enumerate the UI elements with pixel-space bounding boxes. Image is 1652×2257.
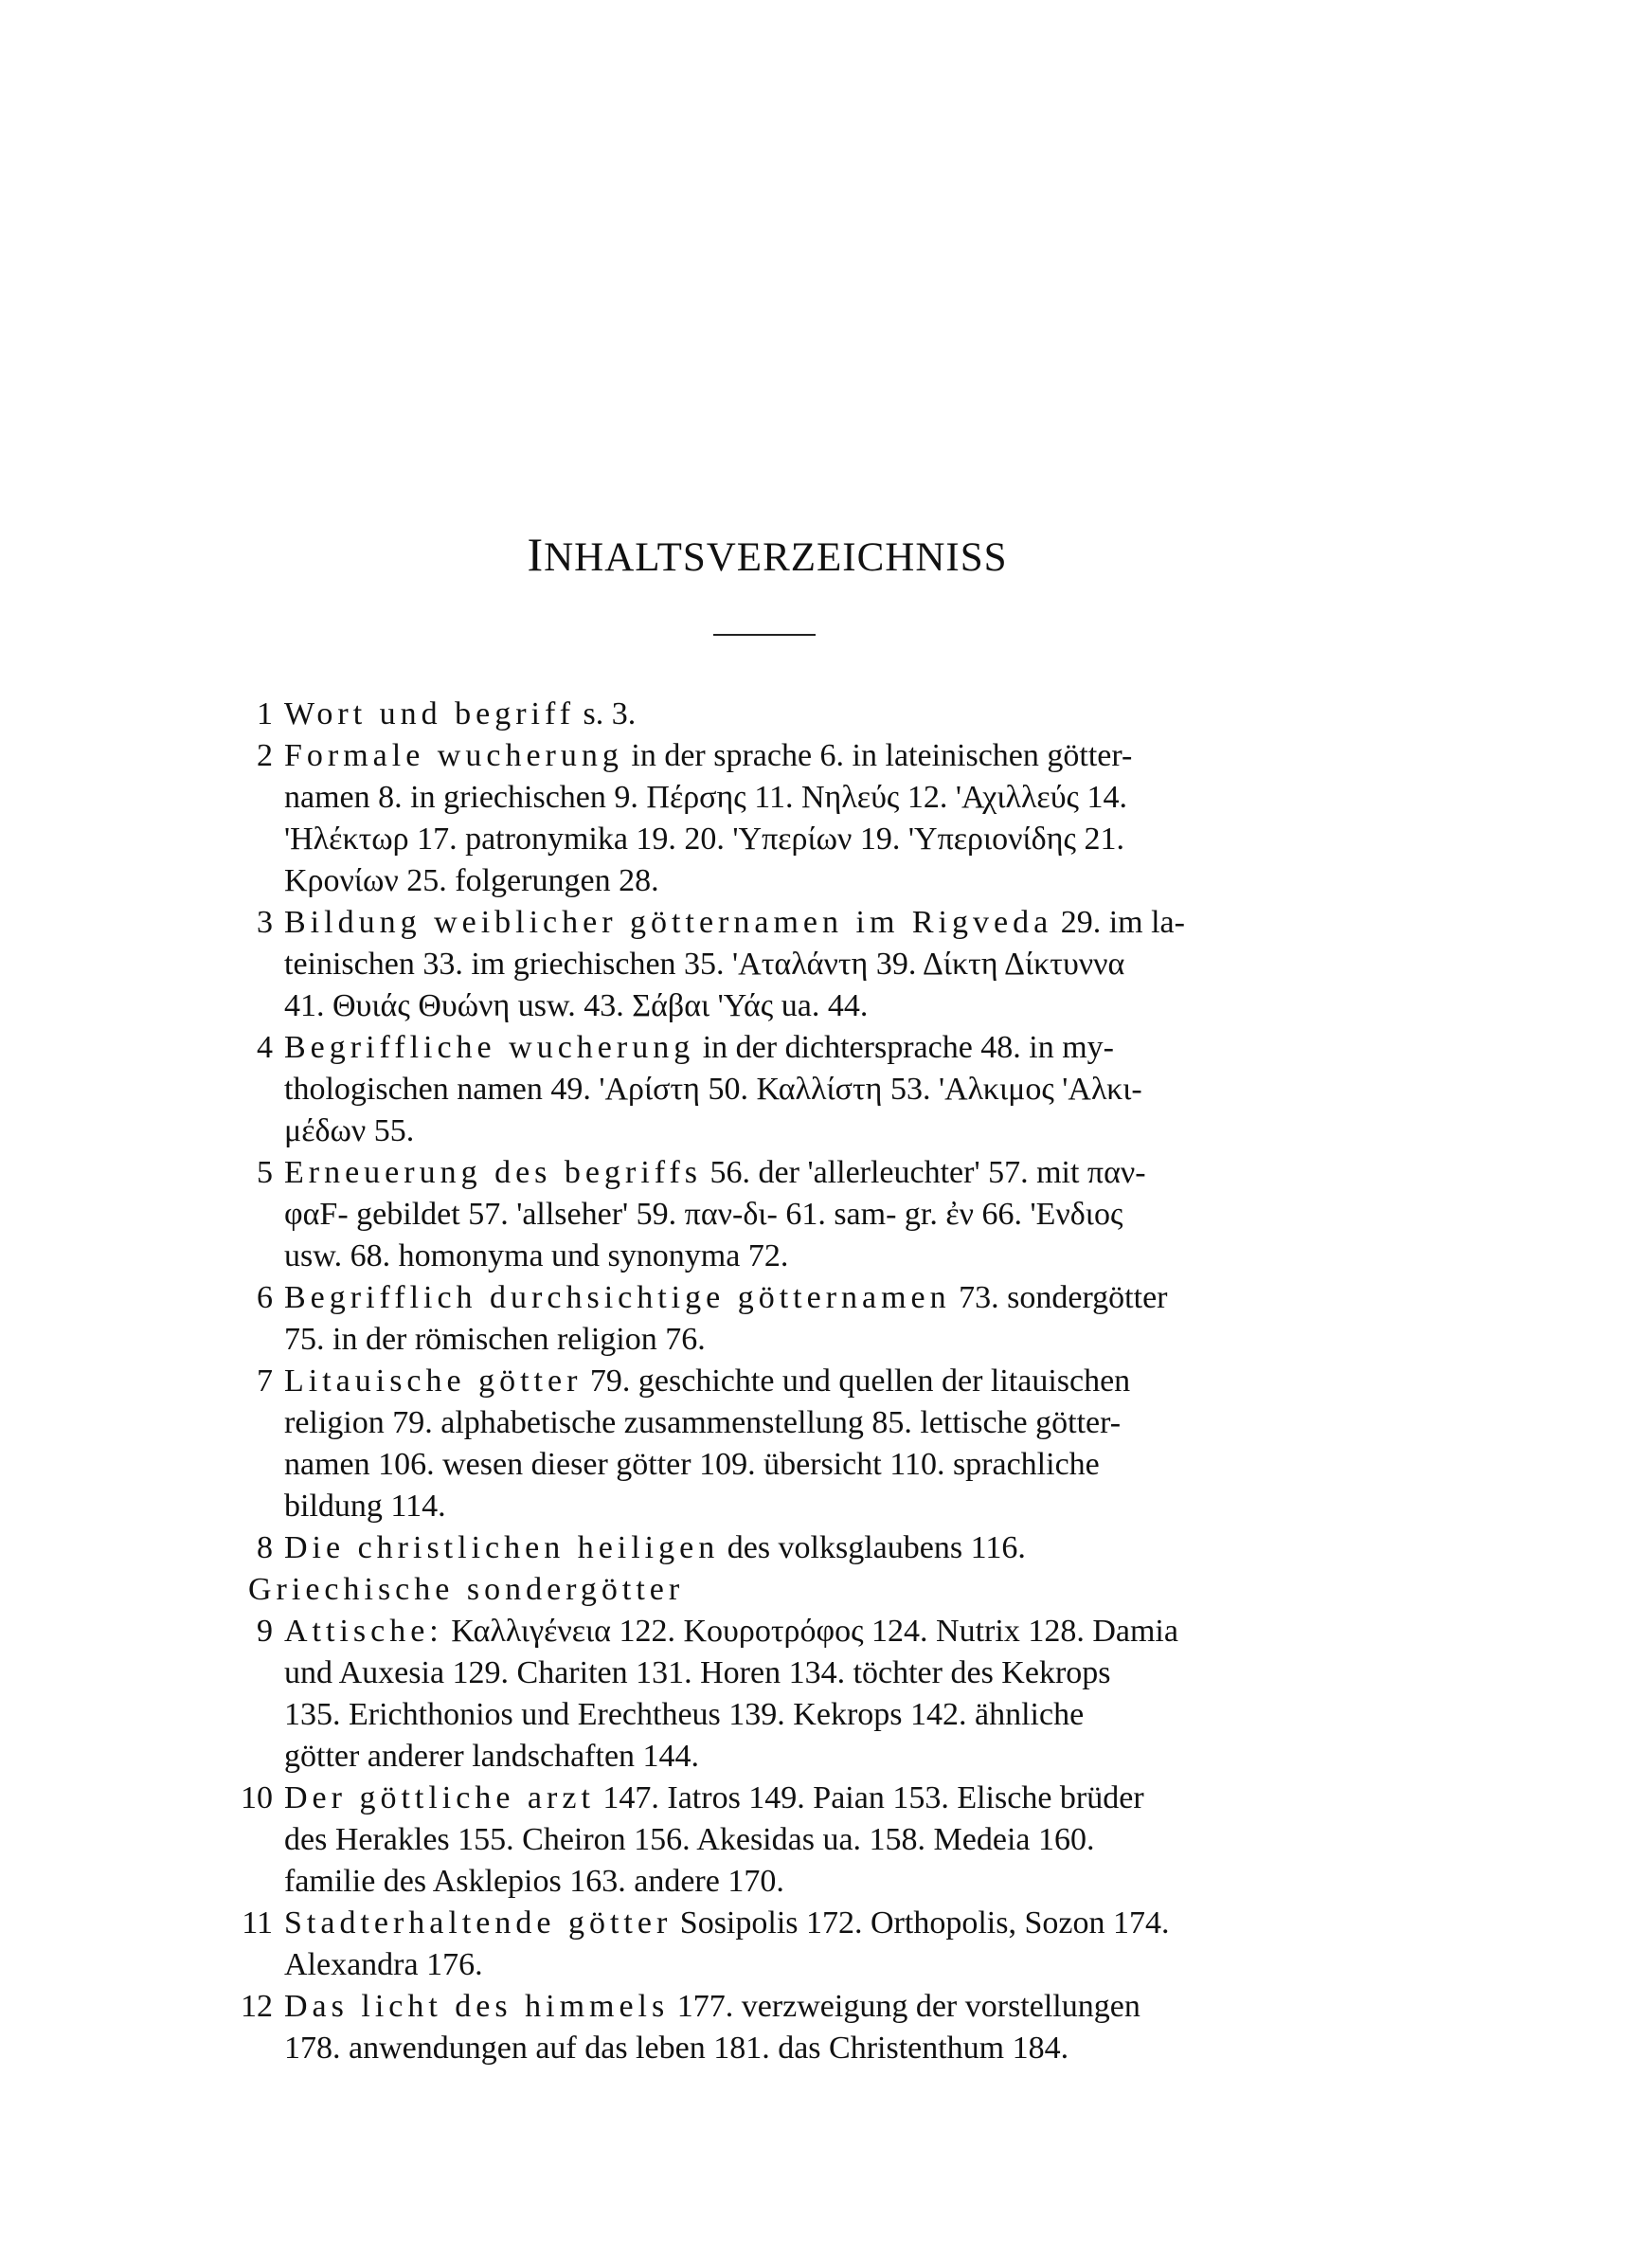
toc-entry-number: 7 [257,1363,273,1399]
toc-entry-text: μέδων 55. [284,1113,415,1148]
title-divider [713,634,816,636]
toc-entry-continuation [284,1944,483,1986]
toc-entry-text: 75. in der römischen religion 76. [284,1322,706,1357]
toc-entry-number: 9 [257,1614,273,1649]
toc-entry-text: namen 8. in griechischen 9. Πέρσης 11. Νηλεύς 12. 'Αχιλλεύς 14. [284,780,1128,815]
toc-entry-text: 73. sondergötter [950,1280,1168,1315]
toc-entry-text: götter anderer landschaften 144. [284,1739,700,1774]
toc-entry-number: 1 [257,696,273,731]
toc-entry-title: Litauische götter [284,1363,583,1399]
toc-entry-text: 178. anwendungen auf das leben 181. das Christenthum 184. [284,2031,1069,2066]
toc-entry-continuation [284,944,1124,985]
toc-entry-number: 12 [241,1989,273,2024]
toc-entry-text: s. 3. [575,696,637,731]
toc-entry-text: φαF- gebildet 57. 'allseher' 59. παν-δι- 61. sam- gr. ἐν 66. 'Ενδιος [284,1197,1123,1232]
toc-entry [242,1903,1170,1944]
toc-entry-text: 29. im la- [1052,905,1185,940]
toc-entry-continuation [284,1069,1142,1110]
toc-entry-title: Erneuerung des begriffs [284,1155,703,1190]
toc-entry-text: 135. Erichthonios und Erechtheus 139. Kekrops 142. ähnliche [284,1697,1085,1732]
section-heading: Griechische sondergötter [248,1572,685,1607]
toc-entry [257,694,637,735]
toc-entry-number: 4 [257,1030,273,1065]
toc-entry-text: 41. Θυιάς Θυώνη usw. 43. Σάβαι 'Υάς ua. 44. [284,988,869,1023]
toc-entry-text: Καλλιγένεια 122. Κουροτρόφος 124. Nutrix 128. Damia [442,1614,1178,1649]
toc-entry-continuation [284,2028,1068,2069]
toc-entry-text: des Herakles 155. Cheiron 156. Akesidas ua. 158. Medeia 160. [284,1822,1095,1857]
toc-entry-text: teinischen 33. im griechischen 35. 'Αταλάντη 39. Δίκτη Δίκτυννα [284,947,1125,982]
toc-entry [257,1527,1026,1569]
toc-entry-text: 56. der 'allerleuchter' 57. mit παν- [702,1155,1146,1190]
toc-entry-continuation [284,1236,788,1277]
toc-entry-number: 3 [257,905,273,940]
toc-entry-continuation [284,1652,1111,1694]
toc-entry-text: 'Ηλέκτωρ 17. patronymika 19. 20. 'Υπερίων 19. 'Υπεριονίδης 21. [284,822,1124,857]
toc-entry [257,902,1185,944]
toc-entry-text: 79. geschichte und quellen der litauischen [582,1363,1131,1399]
toc-entry-title: Wort und begriff [284,696,576,731]
toc-entry [257,1152,1146,1194]
toc-entry-title: Stadterhaltende götter [284,1905,673,1941]
toc-entry-number: 8 [257,1530,273,1565]
toc-entry [257,1611,1178,1652]
toc-entry-title: Formale wucherung [284,738,623,773]
toc-entry-text: des volksglaubens 116. [719,1530,1026,1565]
toc-entry-continuation [284,819,1124,860]
toc-entry-text: und Auxesia 129. Chariten 131. Horen 134. töchter des Kekrops [284,1655,1111,1690]
toc-entry [257,1027,1114,1069]
toc-entry-title: Das licht des himmels [284,1989,670,2024]
toc-entry-number: 2 [257,738,273,773]
toc-entry-continuation [284,1486,446,1527]
toc-entry-title: Attische: [284,1614,443,1649]
toc-entry [257,735,1133,777]
toc-entry-text: in der sprache 6. in lateinischen götter- [622,738,1133,773]
toc-entry-continuation [284,1402,1121,1444]
toc-entry-title: Begriffliche wucherung [284,1030,695,1065]
toc-entry-text: Sosipolis 172. Orthopolis, Sozon 174. [672,1905,1170,1941]
toc-entry-continuation [284,777,1127,819]
toc-entry-continuation [284,1194,1122,1236]
toc-entry-text: Alexandra 176. [284,1947,483,1982]
toc-entry-text: usw. 68. homonyma und synonyma 72. [284,1238,789,1273]
toc-entry-number: 11 [242,1905,273,1941]
toc-entry-text: namen 106. wesen dieser götter 109. übersicht 110. sprachliche [284,1447,1100,1482]
toc-entry-title: Begrifflich durchsichtige götternamen [284,1280,951,1315]
toc-entry-continuation [284,1444,1100,1486]
toc-entry-continuation [284,1694,1084,1736]
toc-entry-text: thologischen namen 49. 'Αρίστη 50. Καλλίστη 53. 'Αλκιμος 'Αλκι- [284,1072,1142,1107]
toc-entry-continuation [284,1819,1095,1861]
toc-entry-text: familie des Asklepios 163. andere 170. [284,1864,784,1899]
toc-entry-title: Die christlichen heiligen [284,1530,720,1565]
toc-entry-text: Κρονίων 25. folgerungen 28. [284,863,659,898]
toc-entry [241,1986,1140,2028]
toc-entry-continuation [284,1736,699,1778]
toc-entry-text: bildung 114. [284,1489,446,1524]
toc-entry-text: in der dichtersprache 48. in my- [694,1030,1114,1065]
toc-entry-text: 177. verzweigung der vorstellungen [669,1989,1140,2024]
page-title: INHALTSVERZEICHNISS [527,528,1008,581]
toc-entry-text: 147. Iatros 149. Paian 153. Elische brüder [594,1780,1144,1815]
toc-entry-continuation [284,1319,706,1361]
toc-entry-text: religion 79. alphabetische zusammenstellung 85. lettische götter- [284,1405,1122,1440]
toc-entry-number: 5 [257,1155,273,1190]
toc-entry-title: Der göttliche arzt [284,1780,595,1815]
toc-entry [257,1277,1168,1319]
toc-entry [241,1778,1144,1819]
toc-entry-number: 10 [241,1780,273,1815]
toc-entry-continuation [284,1861,784,1903]
toc-entry-continuation [284,1110,414,1152]
toc-entry-continuation [284,860,659,902]
toc-entry-number: 6 [257,1280,273,1315]
toc-entry [257,1361,1131,1402]
toc-entry-continuation [284,985,868,1027]
toc-entry-title: Bildung weiblicher götternamen im Rigveda [284,905,1053,940]
